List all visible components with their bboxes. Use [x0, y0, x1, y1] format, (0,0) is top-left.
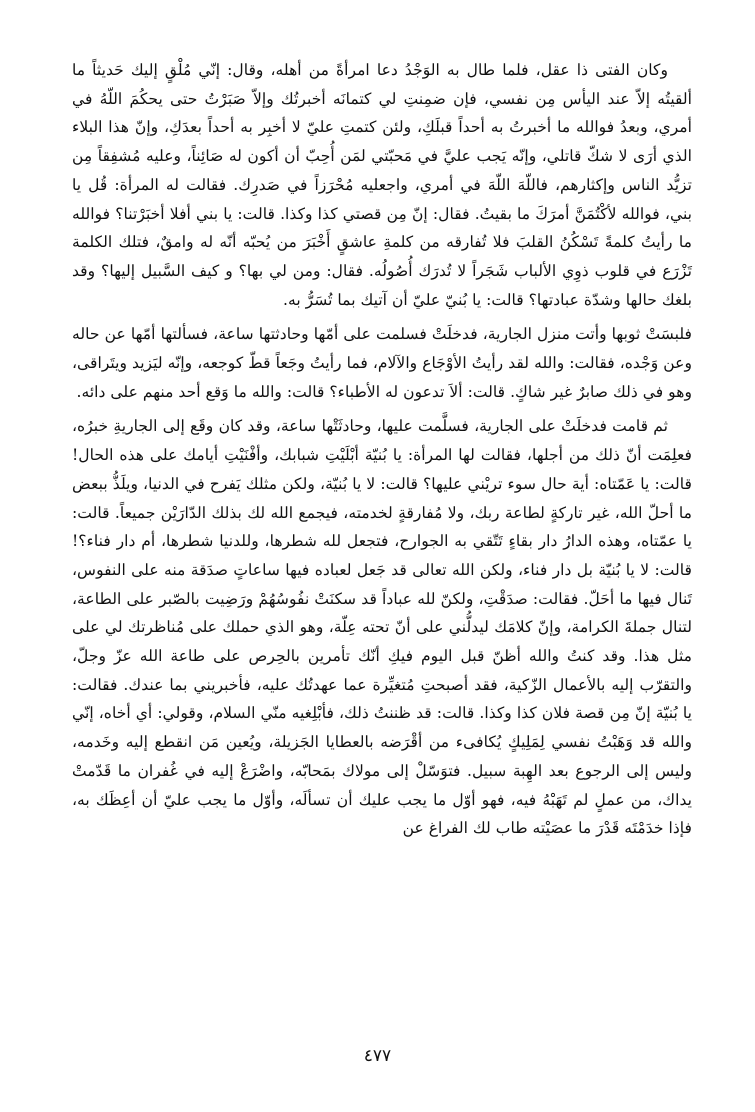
paragraph-3: ثم قامت فدخلَتْ على الجارية، فسلَّمت عليها، وحادثَتْها ساعة، وقد كان وقَع إلى الجاريةِ خبرُه، فعلِمَت أنّ ذلك من أجلها، فقالت لها المرأة: يا بُنيّة أبْلَيْتِ شبابك، وأفْنَيْتِ أيامك على هذه الحال! قالت: يا عَمّتاه: أية حال سوء تريْني عليها؟ قالت: لا يا بُنيّة، ولكن مثلك يَفرح في الدنيا، ويلَذُّ ببعض ما أحلّ الله، غير تاركةٍ لطاعة ربك، ولا مُفارقةٍ لخدمته، فيجمع الله لك بذلك الدّارَيْن جميعاً. قالت: يا عمّتاه، وهذه الدارُ دار بقاءٍ تَتّقي به الجوارح، فتجعل لله شطرها، وللدنيا شطرها، أم دار فناء؟! قالت: لا يا بُنيّة بل دار فناء، ولكن الله تعالى قد جَعل لعباده فيها ساعاتٍ صدَقة منه على النفوس، تَنال فيها ما أحَلّ. فقالت: صدَقْتِ، ولكنّ لله عباداً قد سكنَتْ نفُوسُهُمْ ورَضِيت بالصّبر على الطاعة، لتنال جملةَ الكرامة، وإنّ كلامَك ليدلُّني على أنّ تحته عِلّة، وهو الذي حملك على مُناظرتك لي على مثل هذا. وقد كنتُ والله أظنّ قبل اليوم فيكِ أنّك تأمرين بالحِرص على طاعة الله عزّ وجلّ، والتقرّب إليه بالأعمال الزّكية، فقد أصبحتِ مُتغيِّرة عما عهدتُك عليه، فأخبريني بما عندك. فقالت: يا بُنيّة إنّ مِن قصة فلان كذا وكذا. قالت: قد ظننتُ ذلك، فأبْلِغيه منّي السلام، وقولي: أي أخاه، إنّي والله قد وَهَبْتُ نفسي لِمَلِيكٍ يُكافىء من أقْرَضه بالعطايا الجَزيلة، ويُعين مَن انقطع إليه وخَدمه، وليس إلى الرجوع بعد الهِبة سبيل. فتوَسّلْ إلى مولاك بمَحابّه، واضْرَعْ إليه في غُفران ما قَدّمتْ يداك، من عملٍ لم تَهَبْهُ فيه، فهو أوّل ما يجب عليك أن تسألَه، وأوّل ما يجب عليّ أن أعِظَك به، فإذا خدَمْتَه قَدْرَ ما عصَيْته طاب لك الفراغ عن [72, 417, 692, 838]
paragraph-2: فلبسَتْ ثوبها وأتت منزل الجارية، فدخلَتْ فسلمت على أمّها وحادثتها ساعة، فسألتها أمّها عن حاله وعن وَجْده، فقالت: والله لقد رأيتُ الأوْجَاع والآلام، فما رأيتُ وجَعاً قطّ كوجعه، وإنّه ليَزيد ويتَراقى، وهو في ذلك صابرٌ غير شاكٍ. قالت: ألاَ تدعون له الأطباء؟ قالت: والله ما وَقع أحد منهم على دائه. [72, 325, 692, 401]
paragraph-1: وكان الفتى ذا عقل، فلما طال به الوَجْدُ دعا امرأةً من أهله، وقال: إنّي مُلْقٍ إليك حَديثاً ما ألقيتُه إلاّ عند اليأس مِن نفسي، فإن ضمِنتِ لي كتمانَه أخبرتُك وإلاّ صَبَرْتُ حتى يحكُمَ اللّهُ في أمري، وبعدُ فوالله ما أخبرتُ به أحداً قبلَكِ، ولئن كتمتِ عليّ لا أخبِر به أحداً بعدَكِ، وإنّ هذا البلاء الذي أرَى لا شكّ قاتلي، وإنّه يَجب عليَّ في مَحبّتي لمَن أُحِبّ أن أكون له صَائِناً، وعليه مُشفِقاً مِن تزيُّد الناس وإكثارهم، فاللّهَ اللّهَ في أمري، واجعليه مُحْرَزاً في صَدرِك. فقالت له المرأة: قُل يا بني، فوالله لأكْتُمَنَّ أمرَكَ ما بقيتُ. فقال: إنّ مِن قصتي كذا وكذا. قالت: يا بني أفلا أخبَرْتنا؟ فوالله ما رأيتُ كلمةً تَسْكُنُ القلبَ فلا تُفارقه من كلمةِ عاشقٍ أَخْبَرَ من يُحبّه أنّه له وامقٌ، فتلك الكلمة تَزْرَع في قلوب ذوِي الألباب شَجَراً لا تُدرَك أُصُولُه. فقال: ومن لي بها؟ و كيف السَّبيل إليها؟ وقد بلغك حالها وشدّة عبادتها؟ قالت: يا بُنيّ عليّ أن آتيك بما تُسَرُّ به. [72, 61, 692, 309]
body-text [72, 56, 692, 843]
page-number: ٤٧٧ [363, 1046, 392, 1066]
